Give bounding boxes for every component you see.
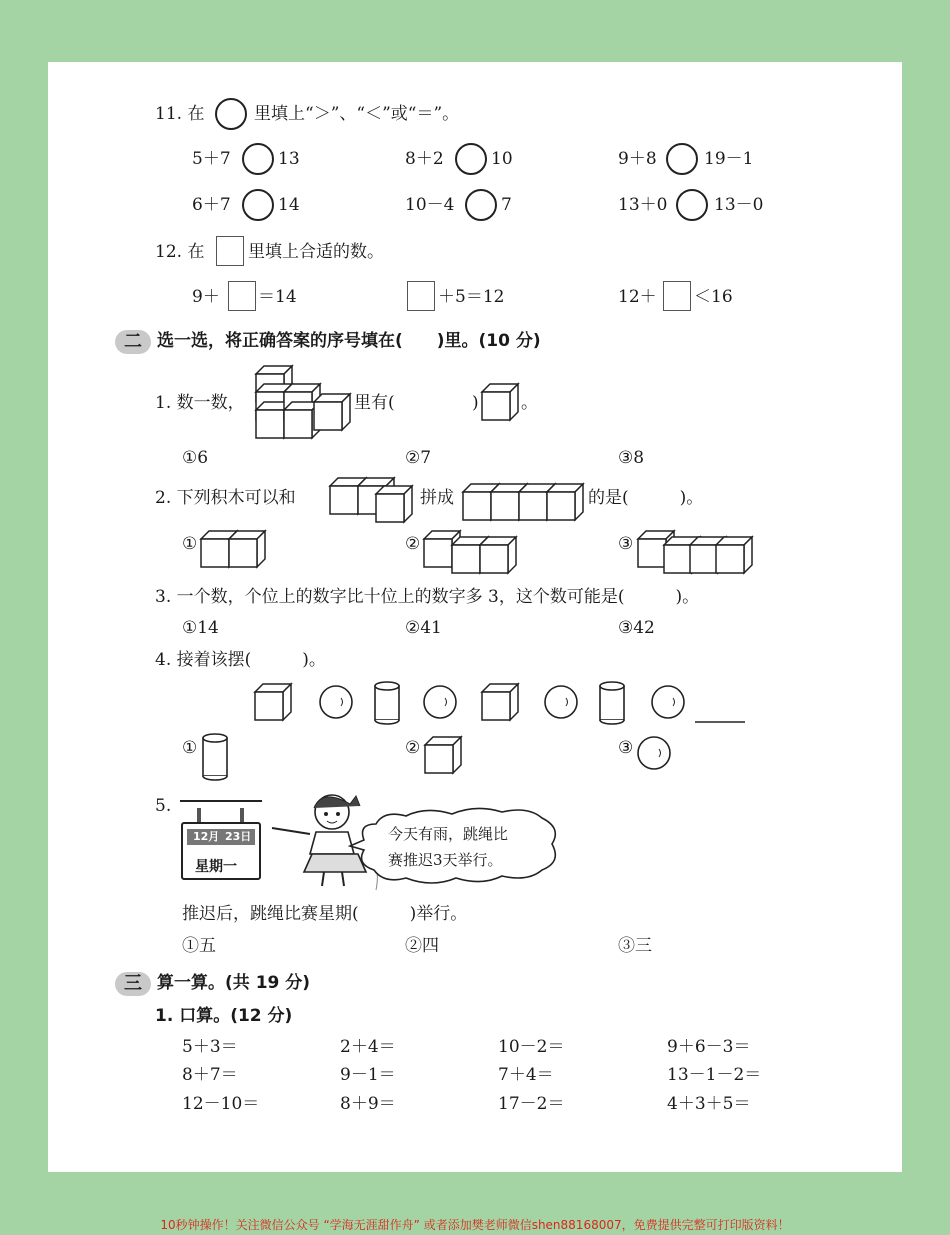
q11-item-2-circle[interactable]	[455, 143, 487, 175]
q11-item-2-right: 10	[491, 149, 513, 169]
section-3-title: 算一算。(共 19 分)	[157, 973, 311, 993]
s2-q3-option-2[interactable]: ②41	[405, 618, 442, 638]
option-cylinder-icon	[200, 732, 232, 782]
s2-q5-question: 推迟后，跳绳比赛星期( )举行。	[182, 904, 468, 924]
q11-item-1-circle[interactable]	[242, 143, 274, 175]
q12-eq3-box[interactable]	[663, 281, 691, 311]
s2-q2-text-b: 拼成	[420, 488, 454, 508]
option-2-blocks	[424, 531, 519, 575]
q11-item-3-left: 9＋8	[618, 149, 657, 169]
s2-q1-text-d: 。	[521, 393, 538, 413]
q11-title: 11. 在	[155, 104, 205, 124]
calendar-hanger	[180, 800, 262, 802]
q12-eq1-box[interactable]	[228, 281, 256, 311]
pattern-sphere-4	[652, 686, 684, 718]
s2-q2-option-2[interactable]: ②	[405, 534, 421, 554]
s2-q3-option-1[interactable]: ①14	[182, 618, 219, 638]
cube-stack-figure	[256, 366, 356, 438]
s2-q1-text-c: )	[472, 393, 479, 413]
s2-q4-option-1[interactable]: ①	[182, 738, 198, 758]
calc-r2-c4: 13－1－2＝	[667, 1065, 762, 1085]
block-piece-figure	[330, 478, 420, 522]
pattern-cube-1	[255, 684, 291, 720]
pattern-sphere-1	[320, 686, 352, 718]
pattern-sphere-2	[424, 686, 456, 718]
q11-item-5-right: 7	[501, 195, 512, 215]
q11-item-3-circle[interactable]	[666, 143, 698, 175]
q11-item-3-right: 19－1	[704, 149, 754, 169]
option-cube-icon	[425, 737, 465, 777]
q12-eq1-right: ＝14	[258, 287, 297, 307]
s2-q4-option-2[interactable]: ②	[405, 738, 421, 758]
answer-box-sample	[216, 236, 244, 266]
s2-q1-text-b: 里有(	[354, 393, 395, 413]
calendar-weekday: 星期一	[195, 859, 237, 875]
s2-q2-option-1[interactable]: ①	[182, 534, 198, 554]
q11-item-6-left: 13＋0	[618, 195, 668, 215]
s2-q5-option-3[interactable]: ③三	[618, 936, 652, 956]
speech-bubble-line-2: 赛推迟3天举行。	[388, 851, 503, 869]
q11-title-rest: 里填上“＞”、“＜”或“＝”。	[254, 104, 460, 124]
calendar-month: 12月	[193, 830, 220, 843]
calc-r1-c1: 5＋3＝	[182, 1037, 238, 1057]
s2-q5-option-1[interactable]: ①五	[182, 936, 216, 956]
option-sphere-icon	[636, 735, 674, 771]
q11-item-5-circle[interactable]	[465, 189, 497, 221]
calc-r2-c1: 8＋7＝	[182, 1065, 238, 1085]
calc-r3-c1: 12－10＝	[182, 1094, 260, 1114]
calendar-card	[181, 822, 261, 880]
q11-item-6-right: 13－0	[714, 195, 764, 215]
q11-item-4-left: 6＋7	[192, 195, 231, 215]
speech-bubble-line-1: 今天有雨，跳绳比	[388, 825, 509, 843]
s2-q4-option-3[interactable]: ③	[618, 738, 634, 758]
option-1-blocks	[201, 531, 271, 571]
calc-r3-c2: 8＋9＝	[340, 1094, 396, 1114]
answer-circle-sample	[215, 98, 247, 130]
calc-r2-c2: 9－1＝	[340, 1065, 396, 1085]
block-target-figure	[463, 478, 588, 522]
q12-eq3-right: ＜16	[694, 287, 733, 307]
calc-r2-c3: 7＋4＝	[498, 1065, 554, 1085]
pattern-cylinder-1	[375, 682, 399, 724]
q11-item-1-right: 13	[278, 149, 300, 169]
s2-q2-text-c: 的是( )。	[588, 488, 704, 508]
s2-q4-text: 4. 接着该摆( )。	[155, 650, 326, 670]
promo-footer: 10秒钟操作！关注微信公众号 “学海无涯甜作舟” 或者添加樊老师微信shen88168007，免费提供完整可打印版资料！	[160, 1218, 790, 1232]
s3-q1-title: 1. 口算。(12 分)	[155, 1006, 293, 1026]
q11-item-2-left: 8＋2	[405, 149, 444, 169]
s2-q3-text: 3. 一个数，个位上的数字比十位上的数字多 3，这个数可能是( )。	[155, 587, 700, 607]
q12-eq1-left: 9＋	[192, 287, 220, 307]
pattern-cube-2	[482, 684, 518, 720]
calendar-day-of-month: 23日	[225, 830, 252, 843]
calc-r1-c2: 2＋4＝	[340, 1037, 396, 1057]
q11-item-5-left: 10－4	[405, 195, 455, 215]
q12-eq2-box[interactable]	[407, 281, 435, 311]
q11-item-6-circle[interactable]	[676, 189, 708, 221]
option-3-blocks	[638, 531, 758, 575]
s2-q5-number: 5.	[155, 796, 172, 816]
calc-r3-c3: 17－2＝	[498, 1094, 565, 1114]
q12-eq2-right: ＋5＝12	[438, 287, 505, 307]
q11-item-4-right: 14	[278, 195, 300, 215]
calc-r3-c4: 4＋3＋5＝	[667, 1094, 751, 1114]
s2-q5-option-2[interactable]: ②四	[405, 936, 439, 956]
s2-q3-option-3[interactable]: ③42	[618, 618, 655, 638]
pattern-sequence	[255, 680, 755, 726]
s2-q2-option-3[interactable]: ③	[618, 534, 634, 554]
section-2-title: 选一选，将正确答案的序号填在( )里。(10 分)	[157, 331, 541, 351]
q12-eq3-left: 12＋	[618, 287, 657, 307]
s2-q1-option-3[interactable]: ③8	[618, 448, 645, 468]
q12-title: 12. 在	[155, 242, 205, 262]
s2-q1-option-2[interactable]: ②7	[405, 448, 432, 468]
s2-q1-option-1[interactable]: ①6	[182, 448, 209, 468]
q11-item-1-left: 5＋7	[192, 149, 231, 169]
section-2-badge: 二	[115, 330, 151, 354]
q12-title-rest: 里填上合适的数。	[248, 242, 384, 262]
calc-r1-c3: 10－2＝	[498, 1037, 565, 1057]
s2-q2-text-a: 2. 下列积木可以和	[155, 488, 296, 508]
section-3-badge: 三	[115, 972, 151, 996]
pattern-cylinder-2	[600, 682, 624, 724]
pattern-sphere-3	[545, 686, 577, 718]
calc-r1-c4: 9＋6－3＝	[667, 1037, 751, 1057]
q11-item-4-circle[interactable]	[242, 189, 274, 221]
single-cube-icon	[482, 384, 522, 422]
s2-q1-text-a: 1. 数一数，	[155, 393, 245, 413]
speech-bubble	[358, 810, 568, 886]
